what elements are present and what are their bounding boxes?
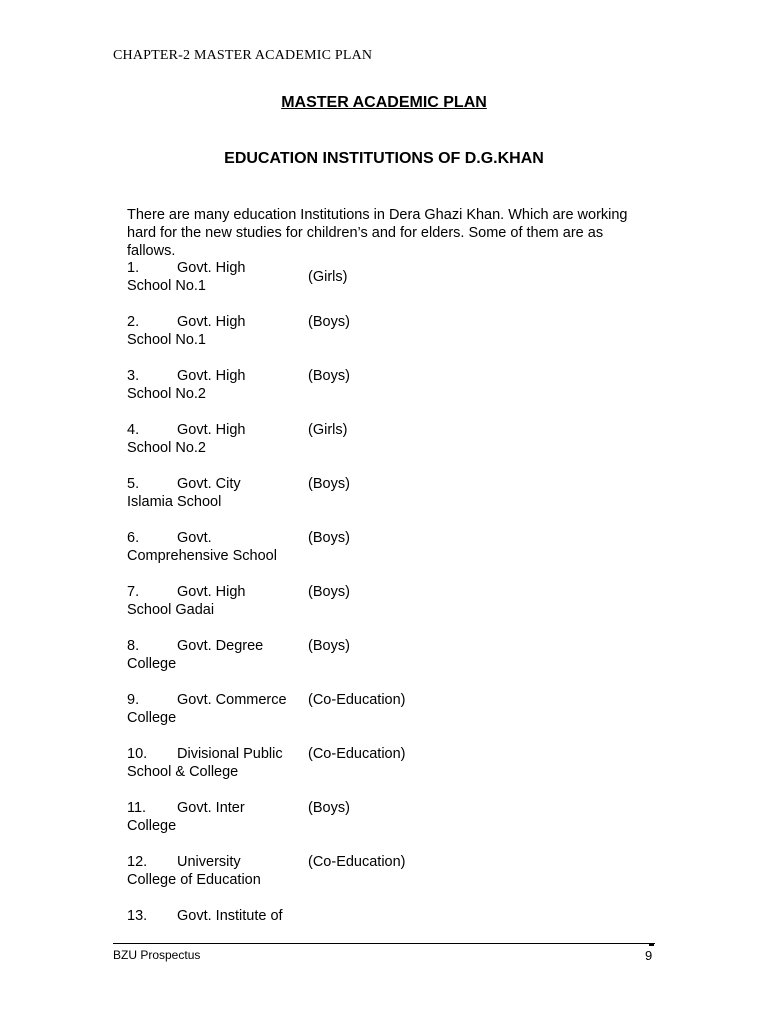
institution-name [127, 854, 297, 889]
institution-name [127, 638, 297, 673]
name-line-1: Govt. Degree [177, 638, 264, 654]
list-item [127, 854, 547, 890]
name-line-2: College [127, 655, 177, 672]
name-line-2: College [127, 709, 177, 726]
page-title: MASTER ACADEMIC PLAN [281, 94, 487, 111]
institution-name [127, 530, 297, 565]
list-item [127, 368, 547, 404]
institution-name [127, 368, 297, 403]
name-line-2: School No.2 [127, 385, 206, 402]
name-line-1: Govt. City [177, 476, 241, 492]
institution-name [127, 692, 297, 727]
institution-name [127, 260, 297, 295]
list-item [127, 800, 547, 836]
name-line-2: College of Education [127, 871, 261, 888]
institution-name [127, 422, 297, 457]
institution-type: (Boys) [308, 584, 350, 600]
institution-type: (Co-Education) [308, 854, 406, 870]
name-line-1: Govt. High [177, 422, 246, 438]
footer-divider-tick [649, 943, 654, 946]
institution-type: (Girls) [308, 422, 348, 438]
list-item [127, 908, 547, 944]
list-item [127, 638, 547, 674]
name-line-1: Govt. Inter [177, 800, 245, 816]
name-line-1: Govt. High [177, 584, 246, 600]
section-title: EDUCATION INSTITUTIONS OF D.G.KHAN [224, 150, 544, 167]
item-number: 9. [127, 692, 140, 708]
item-number: 13. [127, 908, 148, 924]
name-line-2: School No.1 [127, 277, 206, 294]
item-number: 1. [127, 260, 140, 276]
name-line-1: Govt. High [177, 368, 246, 384]
item-number: 11. [127, 800, 147, 816]
name-line-1: Govt. High [177, 314, 246, 330]
institution-type: (Boys) [308, 368, 350, 384]
chapter-header: CHAPTER-2 MASTER ACADEMIC PLAN [113, 48, 373, 63]
institution-name [127, 746, 297, 781]
item-number: 2. [127, 314, 140, 330]
institution-name [127, 476, 297, 511]
institution-type: (Boys) [308, 314, 350, 330]
footer-divider [113, 943, 655, 944]
name-line-1: University [177, 854, 241, 870]
item-number: 5. [127, 476, 140, 492]
item-number: 6. [127, 530, 140, 546]
name-line-1: Govt. High [177, 260, 246, 276]
name-line-1: Govt. Institute of [177, 908, 283, 924]
list-item [127, 530, 547, 566]
name-line-1: Divisional Public [177, 746, 283, 762]
name-line-2: School & College [127, 763, 239, 780]
institution-name [127, 800, 297, 835]
list-item [127, 476, 547, 512]
list-item [127, 746, 547, 782]
institution-type: (Boys) [308, 800, 350, 816]
institution-name [127, 584, 297, 619]
item-number: 12. [127, 854, 148, 870]
name-line-2: Islamia School [127, 493, 222, 510]
institution-type: (Co-Education) [308, 746, 406, 762]
list-item [127, 314, 547, 350]
item-number: 4. [127, 422, 140, 438]
name-line-1: Govt. [177, 530, 212, 546]
page-number: 9 [645, 948, 653, 963]
institution-type: (Boys) [308, 638, 350, 654]
institution-type: (Boys) [308, 530, 350, 546]
list-item [127, 422, 547, 458]
item-number: 3. [127, 368, 140, 384]
item-number: 8. [127, 638, 140, 654]
name-line-2: School Gadai [127, 601, 215, 618]
institution-name [127, 314, 297, 349]
list-item [127, 260, 547, 296]
list-item [127, 584, 547, 620]
name-line-2: School No.1 [127, 331, 206, 348]
institution-name [127, 908, 297, 926]
name-line-2: School No.2 [127, 439, 206, 456]
item-number: 7. [127, 584, 140, 600]
footer-label: BZU Prospectus [113, 948, 201, 962]
intro-paragraph: There are many education Institutions in Dera Ghazi Khan. Which are working hard for the new studies for children’s and for elders. Some of them are as fallows. [127, 207, 628, 259]
list-item [127, 692, 547, 728]
name-line-2: College [127, 817, 177, 834]
institution-type: (Boys) [308, 476, 350, 492]
institution-type: (Co-Education) [308, 692, 406, 708]
name-line-1: Govt. Commerce [177, 692, 287, 708]
name-line-2: Comprehensive School [127, 547, 277, 564]
item-number: 10. [127, 746, 148, 762]
institution-type: (Girls) [308, 269, 348, 285]
